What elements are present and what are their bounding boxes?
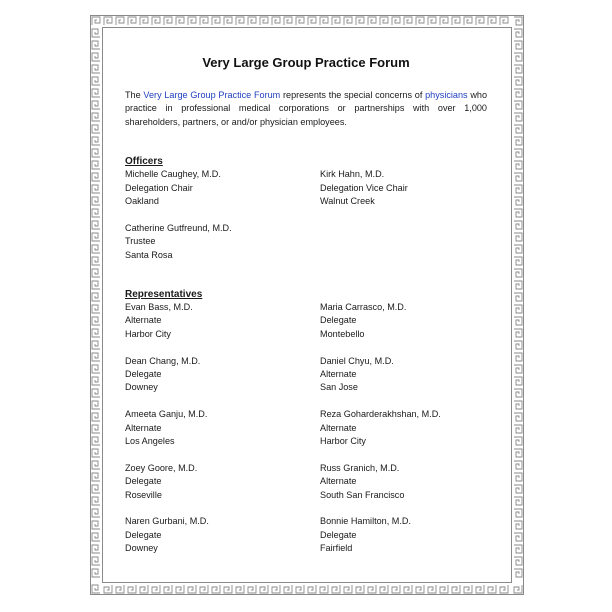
representative-entry xyxy=(320,355,487,395)
person-name: Daniel Chyu, M.D. xyxy=(320,355,394,366)
officers-section xyxy=(125,155,487,262)
person-name: Ameeta Ganju, M.D. xyxy=(125,409,208,420)
officer-entry xyxy=(125,222,320,262)
person-city: Downey xyxy=(125,382,158,393)
person-role: Alternate xyxy=(125,315,162,326)
representative-entry xyxy=(125,462,320,502)
representative-entry xyxy=(125,408,320,448)
officer-entry xyxy=(320,168,487,208)
person-city: Montebello xyxy=(320,328,365,339)
document-title: Very Large Group Practice Forum xyxy=(202,55,410,70)
representative-entry xyxy=(320,408,487,448)
representative-entry xyxy=(125,301,320,341)
person-role: Delegation Vice Chair xyxy=(320,182,408,193)
intro-paragraph xyxy=(125,89,487,129)
person-role: Alternate xyxy=(125,422,162,433)
officers-list xyxy=(125,168,487,262)
representative-entry xyxy=(125,355,320,395)
person-city: Santa Rosa xyxy=(125,249,173,260)
person-city: Fairfield xyxy=(320,543,353,554)
person-city: South San Francisco xyxy=(320,489,405,500)
officer-entry xyxy=(125,168,320,208)
person-name: Dean Chang, M.D. xyxy=(125,355,201,366)
representatives-heading: Representatives xyxy=(125,289,203,301)
representatives-section xyxy=(125,288,487,556)
person-role: Alternate xyxy=(320,369,357,380)
person-city: Roseville xyxy=(125,489,162,500)
person-city: Harbor City xyxy=(320,436,366,447)
representative-entry xyxy=(320,301,487,341)
person-role: Delegate xyxy=(125,476,162,487)
officers-heading: Officers xyxy=(125,156,163,168)
person-role: Trustee xyxy=(125,236,156,247)
person-name: Catherine Gutfreund, M.D. xyxy=(125,222,232,233)
person-name: Kirk Hahn, M.D. xyxy=(320,169,385,180)
representatives-list xyxy=(125,301,487,556)
representative-entry xyxy=(320,515,487,555)
person-city: San Jose xyxy=(320,382,358,393)
person-role: Alternate xyxy=(320,476,357,487)
intro-text-pre: The xyxy=(125,90,144,100)
intro-text-mid: represents the special concerns of xyxy=(280,90,426,100)
person-name: Russ Granich, M.D. xyxy=(320,462,400,473)
representative-entry xyxy=(125,515,320,555)
forum-link[interactable]: Very Large Group Practice Forum xyxy=(143,90,281,100)
person-role: Alternate xyxy=(320,422,357,433)
person-role: Delegation Chair xyxy=(125,182,193,193)
person-role: Delegate xyxy=(320,529,357,540)
physicians-link[interactable]: physicians xyxy=(425,90,468,100)
person-name: Evan Bass, M.D. xyxy=(125,302,193,313)
person-name: Bonnie Hamilton, M.D. xyxy=(320,516,411,527)
person-city: Walnut Creek xyxy=(320,196,375,207)
person-role: Delegate xyxy=(125,529,162,540)
person-name: Reza Goharderakhshan, M.D. xyxy=(320,409,441,420)
person-name: Naren Gurbani, M.D. xyxy=(125,516,209,527)
person-name: Maria Carrasco, M.D. xyxy=(320,302,407,313)
person-city: Oakland xyxy=(125,196,159,207)
intro-text-post: who practice in professional medical corporations or partnerships with over 1,000 shareholders, partners, or and/or physician employees. xyxy=(125,90,488,127)
representative-entry xyxy=(320,462,487,502)
person-name: Michelle Caughey, M.D. xyxy=(125,169,221,180)
person-city: Downey xyxy=(125,543,158,554)
person-city: Harbor City xyxy=(125,328,171,339)
person-city: Los Angeles xyxy=(125,436,175,447)
person-role: Delegate xyxy=(320,315,357,326)
document-page xyxy=(125,55,487,582)
person-name: Zoey Goore, M.D. xyxy=(125,462,198,473)
person-role: Delegate xyxy=(125,369,162,380)
